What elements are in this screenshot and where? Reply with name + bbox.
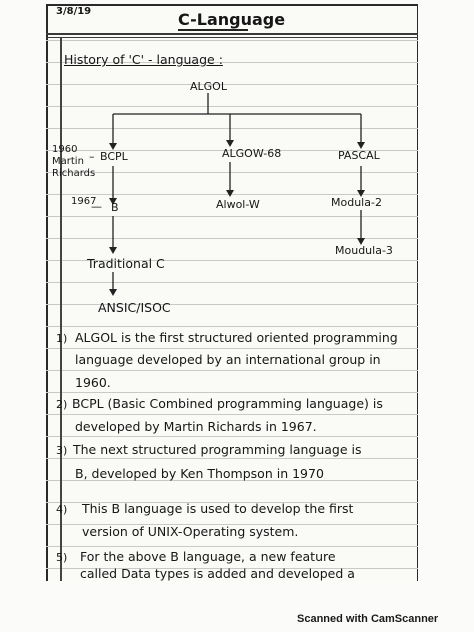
tree-node-alwol-w: Alwol-W bbox=[216, 198, 260, 211]
history-heading: History of 'C' - language : bbox=[64, 52, 223, 67]
tree-node-ansic-isoc: ANSIC/ISOC bbox=[98, 300, 171, 315]
note-line: The next structured programming language is bbox=[73, 442, 362, 457]
bcpl-author-last: Richards bbox=[52, 168, 96, 179]
page-date: 3/8/19 bbox=[56, 6, 92, 17]
page-title: C-Language bbox=[178, 10, 286, 29]
b-year: 1967 bbox=[71, 196, 97, 207]
tree-node-algow68: ALGOW-68 bbox=[222, 147, 282, 160]
note-line: developed by Martin Richards in 1967. bbox=[75, 419, 317, 434]
note-line: called Data types is added and developed a bbox=[80, 566, 355, 581]
tree-node-bcpl: BCPL bbox=[100, 150, 128, 163]
scanner-watermark: Scanned with CamScanner bbox=[297, 613, 439, 625]
tree-node-modula2: Modula-2 bbox=[331, 196, 382, 209]
tree-node-b-dash: — bbox=[91, 200, 102, 213]
tree-node-b: B bbox=[111, 201, 119, 214]
note-number: 1) bbox=[56, 332, 68, 345]
note-number: 3) bbox=[56, 444, 68, 457]
note-line: ALGOL is the first structured oriented programming bbox=[75, 330, 398, 345]
note-number: 4) bbox=[56, 503, 68, 516]
tree-node-traditional-c: Traditional C bbox=[87, 256, 165, 271]
note-line: version of UNIX-Operating system. bbox=[82, 524, 299, 539]
tree-node-algol: ALGOL bbox=[190, 80, 227, 93]
tree-node-bcpl-dash: – bbox=[89, 150, 95, 163]
note-number: 5) bbox=[56, 551, 68, 564]
bcpl-year: 1960 bbox=[52, 144, 78, 155]
tree-node-pascal: PASCAL bbox=[338, 149, 380, 162]
note-line: For the above B language, a new feature bbox=[80, 549, 336, 564]
bcpl-author-first: Martin bbox=[52, 156, 84, 167]
note-line: BCPL (Basic Combined programming language) is bbox=[72, 396, 383, 411]
note-line: This B language is used to develop the first bbox=[82, 501, 354, 516]
note-line: language developed by an international group in bbox=[75, 352, 381, 367]
note-line: 1960. bbox=[75, 375, 111, 390]
note-number: 2) bbox=[56, 398, 68, 411]
note-line: B, developed by Ken Thompson in 1970 bbox=[75, 466, 324, 481]
tree-node-moudula3: Moudula-3 bbox=[335, 244, 393, 257]
